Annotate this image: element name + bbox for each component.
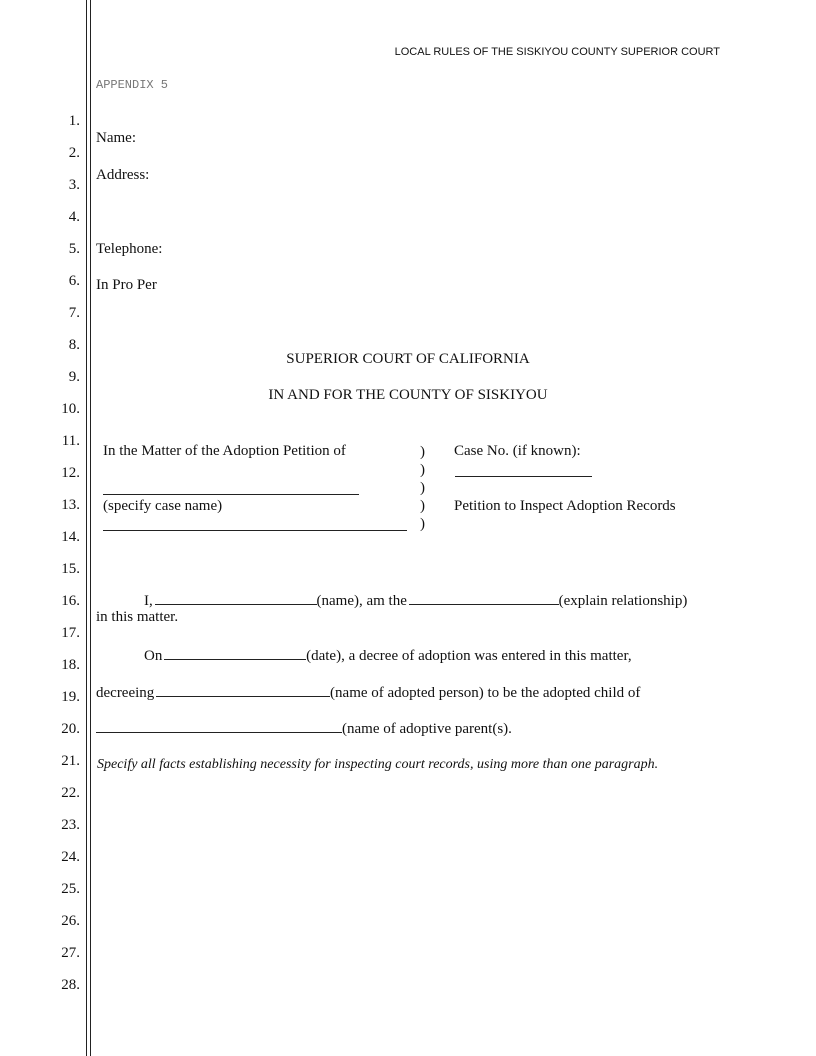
line-number: 27. bbox=[61, 945, 80, 961]
paragraph-1-continuation: in this matter. bbox=[96, 609, 179, 625]
caption-paren: ) bbox=[420, 444, 425, 460]
line-number: 19. bbox=[61, 689, 80, 705]
line-number: 9. bbox=[68, 369, 80, 385]
address-label: Address: bbox=[96, 167, 150, 183]
paragraph-3-line bbox=[96, 682, 640, 702]
caption-specify-case-name: (specify case name) bbox=[103, 498, 223, 514]
line-number: 28. bbox=[61, 977, 80, 993]
adoptive-parents-blank[interactable] bbox=[96, 718, 342, 733]
in-pro-per-label: In Pro Per bbox=[96, 277, 157, 293]
caption-paren: ) bbox=[420, 498, 425, 514]
case-name-line[interactable] bbox=[103, 494, 359, 495]
paragraph-4-line bbox=[96, 718, 512, 738]
case-number-label: Case No. (if known): bbox=[454, 443, 581, 459]
line-number: 11. bbox=[61, 433, 80, 449]
line-number: 4. bbox=[68, 209, 80, 225]
line-number: 22. bbox=[61, 785, 80, 801]
line-number: 8. bbox=[68, 337, 80, 353]
line-number: 16. bbox=[61, 593, 80, 609]
line-number: 12. bbox=[61, 465, 80, 481]
line-number: 15. bbox=[61, 561, 80, 577]
line-number: 26. bbox=[61, 913, 80, 929]
line-number: 23. bbox=[61, 817, 80, 833]
p1-relationship-label: (explain relationship) bbox=[558, 593, 688, 609]
line-number: 5. bbox=[68, 241, 80, 257]
p2-date-label: (date), a decree of adoption was entered in this matter, bbox=[306, 648, 632, 664]
appendix-label: APPENDIX 5 bbox=[96, 78, 169, 92]
p3-decreeing: decreeing bbox=[96, 685, 155, 701]
line-number: 24. bbox=[61, 849, 80, 865]
court-title-line2: IN AND FOR THE COUNTY OF SISKIYOU bbox=[268, 387, 548, 403]
adopted-person-blank[interactable] bbox=[156, 682, 330, 697]
telephone-label: Telephone: bbox=[96, 241, 163, 257]
case-number-line[interactable] bbox=[455, 476, 592, 477]
p1-i: I, bbox=[144, 593, 153, 609]
caption-paren: ) bbox=[420, 516, 425, 532]
caption-paren: ) bbox=[420, 480, 425, 496]
instruction-text: Specify all facts establishing necessity for inspecting court records, using more than one paragraph. bbox=[97, 757, 659, 772]
case-name-line-2[interactable] bbox=[103, 530, 407, 531]
left-margin-rule-outer bbox=[86, 0, 87, 1056]
name-blank[interactable] bbox=[155, 590, 317, 605]
line-number: 21. bbox=[61, 753, 80, 769]
line-number: 20. bbox=[61, 721, 80, 737]
line-number: 18. bbox=[61, 657, 80, 673]
document-title: Petition to Inspect Adoption Records bbox=[454, 498, 676, 514]
caption-matter: In the Matter of the Adoption Petition of bbox=[103, 443, 346, 459]
document-header: LOCAL RULES OF THE SISKIYOU COUNTY SUPERIOR COURT bbox=[394, 46, 720, 58]
paragraph-1-line bbox=[144, 590, 687, 610]
court-title-line1: SUPERIOR COURT OF CALIFORNIA bbox=[286, 351, 530, 367]
line-number: 3. bbox=[68, 177, 80, 193]
line-number: 6. bbox=[68, 273, 80, 289]
name-label: Name: bbox=[96, 130, 136, 146]
left-margin-rule-inner bbox=[90, 0, 91, 1056]
line-number: 17. bbox=[61, 625, 80, 641]
line-number: 13. bbox=[61, 497, 80, 513]
relationship-blank[interactable] bbox=[409, 590, 559, 605]
p3-adopted-label: (name of adopted person) to be the adopted child of bbox=[330, 685, 641, 701]
line-number: 2. bbox=[68, 145, 80, 161]
line-number: 14. bbox=[61, 529, 80, 545]
p4-parents-label: (name of adoptive parent(s). bbox=[342, 721, 512, 737]
p1-name-label: (name), am the bbox=[316, 593, 407, 609]
paragraph-2-line bbox=[144, 645, 632, 665]
line-number: 10. bbox=[61, 401, 80, 417]
line-number: 1. bbox=[68, 113, 80, 129]
line-number: 25. bbox=[61, 881, 80, 897]
date-blank[interactable] bbox=[164, 645, 306, 660]
p2-on: On bbox=[144, 648, 163, 664]
line-number: 7. bbox=[68, 305, 80, 321]
caption-paren: ) bbox=[420, 462, 425, 478]
